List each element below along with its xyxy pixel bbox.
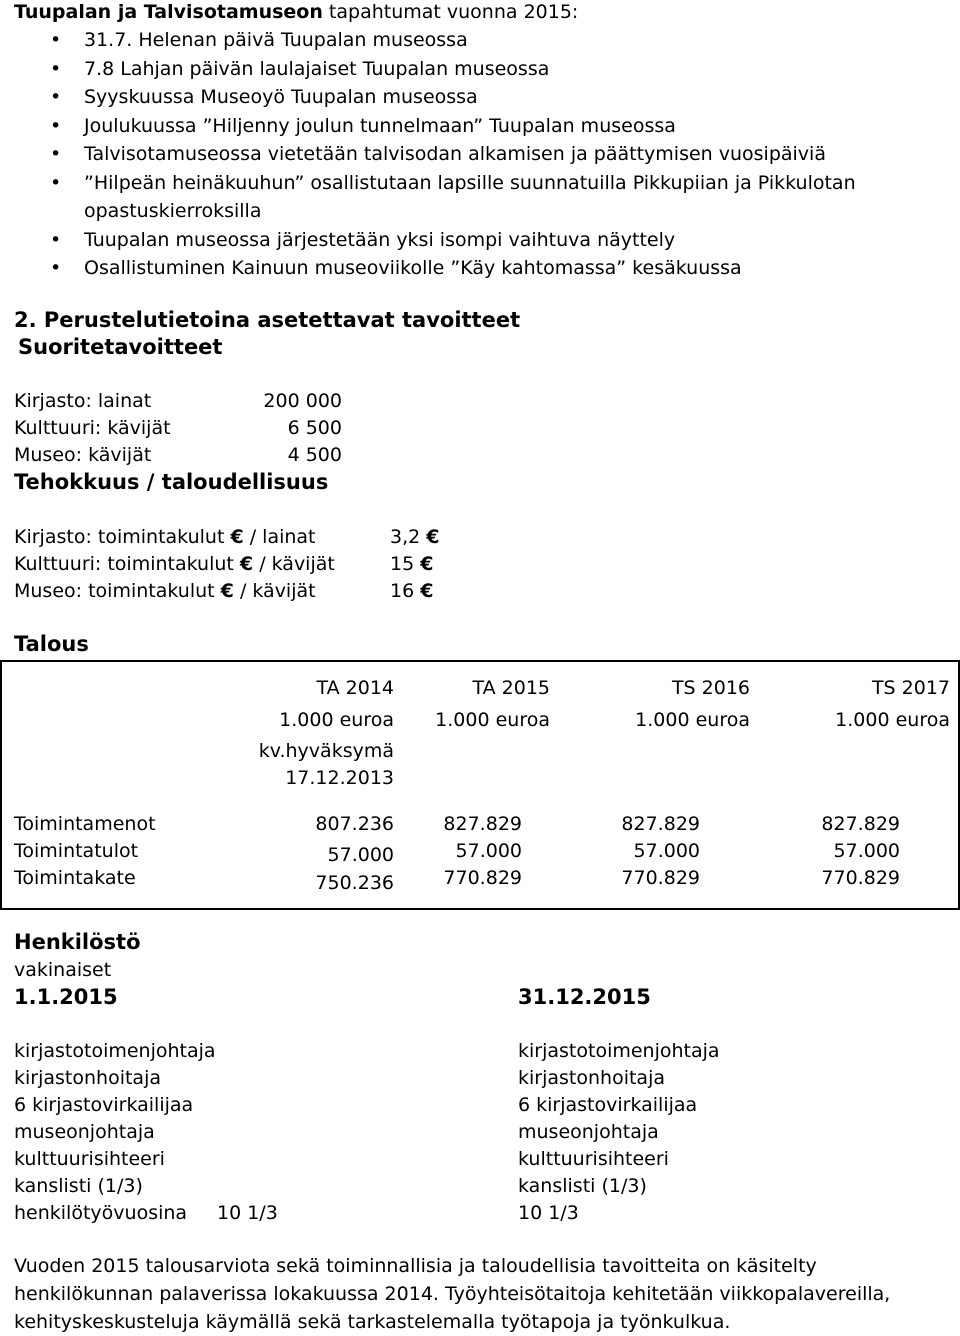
column-header: TS 2016 — [671, 677, 750, 699]
list-item: kanslisti (1/3) — [518, 1175, 647, 1197]
tehokkuus-label-per: / lainat — [249, 526, 316, 548]
column-unit: 1.000 euroa — [279, 709, 394, 731]
suorite-label: Museo: kävijät — [14, 444, 152, 466]
suorite-value: 6 500 — [287, 417, 342, 439]
tehokkuus-label: Kulttuuri: toimintakulut — [14, 553, 234, 575]
list-item — [14, 226, 914, 255]
list-item — [14, 55, 914, 84]
table-cell: 827.829 — [821, 813, 900, 835]
tehokkuus-label: Museo: toimintakulut — [14, 580, 215, 602]
htv-value-right: 10 1/3 — [518, 1202, 579, 1224]
henkilosto-date-left: 1.1.2015 — [14, 985, 118, 1009]
column-unit: 1.000 euroa — [635, 709, 750, 731]
list-item: museonjohtaja — [518, 1121, 659, 1143]
table-cell: 827.829 — [443, 813, 522, 835]
euro-sign: € — [420, 553, 434, 575]
event-text: Tuupalan museossa järjestetään yksi isompi vaihtuva näyttely — [84, 228, 676, 251]
euro-sign: € — [426, 526, 440, 548]
htv-value-left: 10 1/3 — [217, 1202, 278, 1224]
tehokkuus-label: Kirjasto: toimintakulut — [14, 526, 225, 548]
list-item — [14, 254, 914, 283]
suorite-label: Kulttuuri: kävijät — [14, 417, 171, 439]
list-item: kanslisti (1/3) — [14, 1175, 143, 1197]
table-cell: 750.236 — [315, 872, 394, 894]
section2-title: 2. Perustelutietoina asetettavat tavoitteet — [14, 308, 521, 332]
tehokkuus-label-per: / kävijät — [259, 553, 335, 575]
henkilosto-subtitle: vakinaiset — [14, 959, 112, 981]
table-cell: 770.829 — [443, 867, 522, 889]
footer-paragraph: Vuoden 2015 talousarviota sekä toiminnallisia ja taloudellisia tavoitteita on käsitelty henkilökunnan palaverissa lokakuussa 2014. Työyhteisötaitoja kehitetään viikkopalavereilla, kehityskeskusteluja käymällä sekä tarkastelemalla työtapoja ja työnkulkua. — [14, 1255, 891, 1333]
list-item: kirjastonhoitaja — [14, 1067, 161, 1089]
table-cell: 827.829 — [621, 813, 700, 835]
list-item — [14, 83, 914, 112]
talous-table — [0, 660, 960, 910]
row-label: Toimintakate — [14, 867, 136, 889]
events-list — [14, 26, 914, 283]
tehokkuus-row — [14, 525, 316, 549]
row-label: Toimintatulot — [14, 840, 139, 862]
tehokkuus-value — [390, 525, 440, 549]
event-text: Osallistuminen Kainuun museoviikolle ”Käy kahtomassa” kesäkuussa — [84, 257, 742, 279]
list-item — [14, 169, 914, 226]
henkilosto-title: Henkilöstö — [14, 930, 141, 954]
events-heading-bold: Tuupalan ja Talvisotamuseon — [14, 1, 323, 23]
list-item: kulttuurisihteeri — [518, 1148, 669, 1170]
list-item: kirjastotoimenjohtaja — [518, 1040, 720, 1062]
event-text: Joulukuussa ”Hiljenny joulun tunnelmaan” Tuupalan museossa — [84, 114, 676, 137]
tehokkuus-number: 15 — [390, 553, 415, 575]
event-text: 31.7. Helenan päivä Tuupalan museossa — [84, 29, 468, 51]
list-item: kirjastonhoitaja — [518, 1067, 665, 1089]
euro-sign: € — [420, 580, 434, 602]
table-cell: 57.000 — [633, 840, 700, 862]
list-item — [14, 140, 914, 169]
list-item: 6 kirjastovirkailijaa — [14, 1094, 194, 1116]
tehokkuus-title: Tehokkuus / taloudellisuus — [14, 470, 329, 494]
suorite-value: 4 500 — [287, 444, 342, 466]
suorite-label: Kirjasto: lainat — [14, 390, 152, 412]
event-text: Syyskuussa Museoyö Tuupalan museossa — [84, 86, 478, 108]
list-item: museonjohtaja — [14, 1121, 155, 1143]
column-header: TA 2015 — [472, 677, 550, 699]
column-note: kv.hyväksymä — [258, 740, 394, 762]
event-text: 7.8 Lahjan päivän laulajaiset Tuupalan museossa — [84, 57, 550, 80]
column-header: TA 2014 — [316, 677, 394, 699]
list-item: kulttuurisihteeri — [14, 1148, 165, 1170]
euro-sign: € — [230, 526, 244, 548]
event-text: Talvisotamuseossa vietetään talvisodan alkamisen ja päättymisen vuosipäiviä — [84, 143, 826, 165]
row-label: Toimintamenot — [14, 813, 156, 835]
events-heading — [14, 0, 578, 24]
column-unit: 1.000 euroa — [835, 709, 950, 731]
list-item — [14, 26, 914, 55]
table-cell: 770.829 — [821, 867, 900, 889]
table-cell: 57.000 — [455, 840, 522, 862]
tehokkuus-row — [14, 579, 316, 603]
tehokkuus-value — [390, 552, 433, 576]
tehokkuus-label-per: / kävijät — [239, 580, 316, 602]
table-cell: 57.000 — [327, 844, 394, 866]
tehokkuus-value — [390, 579, 433, 603]
suorite-value: 200 000 — [263, 390, 342, 412]
list-item — [14, 112, 914, 141]
table-cell: 57.000 — [833, 840, 900, 862]
tehokkuus-row — [14, 552, 335, 576]
event-text: ”Hilpeän heinäkuuhun” osallistutaan lapsille suunnatuilla Pikkupiian ja Pikkulotan opastuskierroksilla — [84, 171, 856, 222]
talous-table-body — [2, 662, 958, 908]
list-item: 6 kirjastovirkailijaa — [518, 1094, 698, 1116]
euro-sign: € — [239, 553, 254, 575]
henkilosto-date-right: 31.12.2015 — [518, 985, 651, 1009]
htv-label: henkilötyövuosina — [14, 1202, 188, 1224]
events-heading-rest: tapahtumat vuonna 2015: — [322, 1, 579, 23]
column-note: 17.12.2013 — [285, 767, 394, 789]
tehokkuus-number: 16 — [390, 580, 415, 602]
table-cell: 807.236 — [315, 813, 394, 835]
list-item: kirjastotoimenjohtaja — [14, 1040, 216, 1062]
tehokkuus-number: 3,2 — [390, 526, 421, 548]
euro-sign: € — [220, 580, 234, 602]
column-header: TS 2017 — [871, 677, 950, 699]
table-cell: 770.829 — [621, 867, 700, 889]
section2-subtitle: Suoritetavoitteet — [18, 335, 223, 359]
column-unit: 1.000 euroa — [435, 709, 550, 731]
talous-title: Talous — [14, 632, 89, 656]
